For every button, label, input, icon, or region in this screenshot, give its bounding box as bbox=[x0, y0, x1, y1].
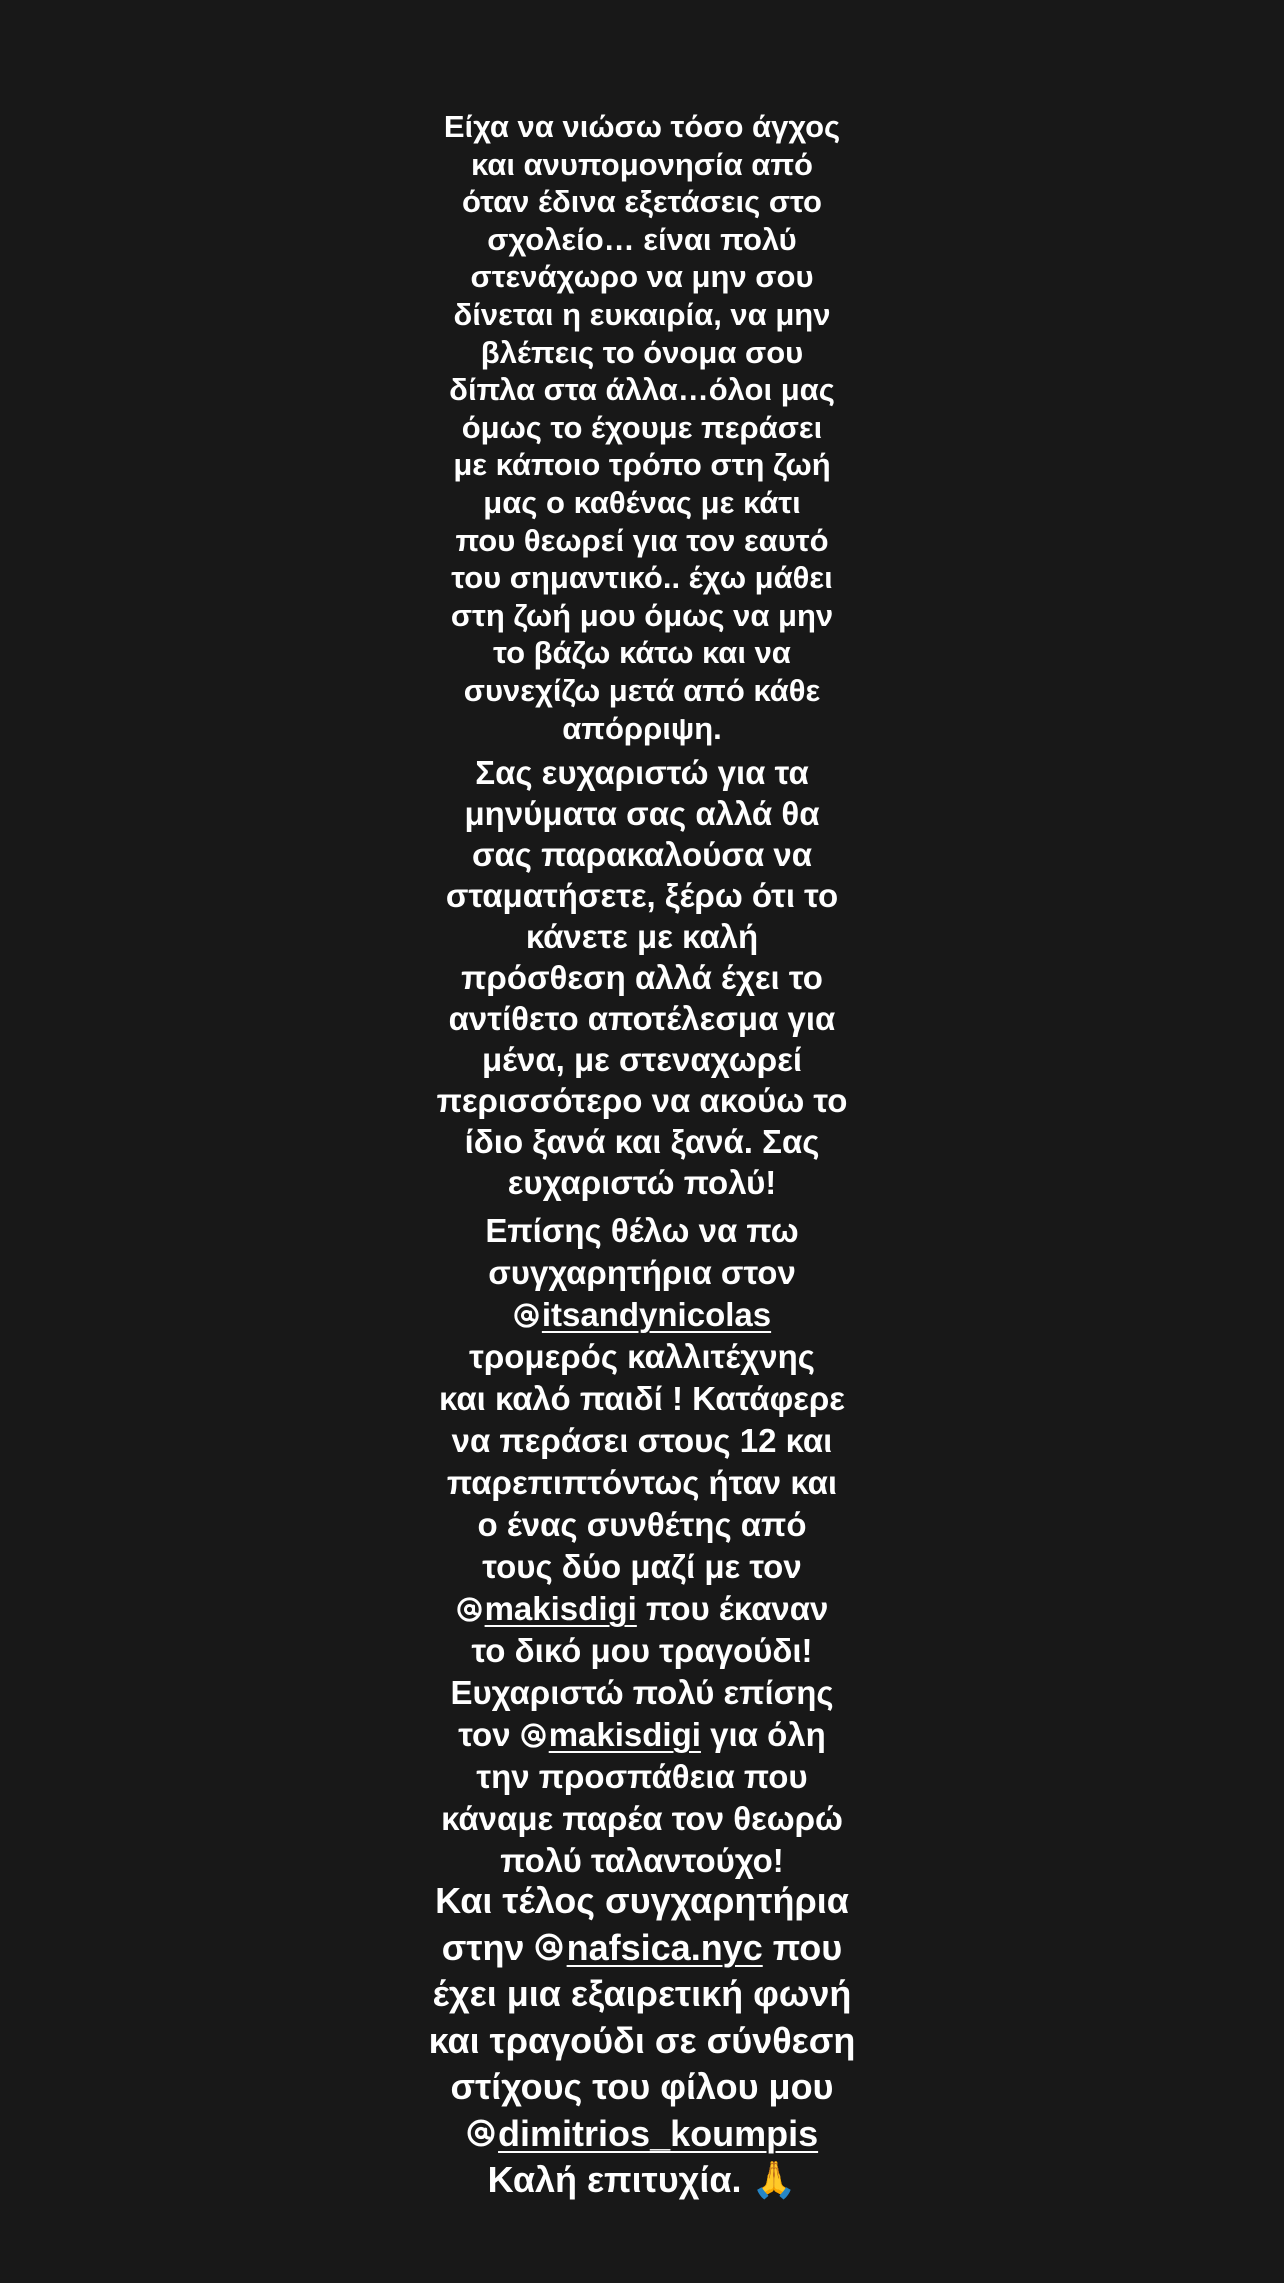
story-text: που bbox=[762, 1926, 843, 1968]
story-line: που θεωρεί για τον εαυτό bbox=[455, 522, 829, 558]
story-line: όταν έδινα εξετάσεις στο bbox=[462, 184, 822, 220]
story-line: Και τέλος συγχαρητήρια bbox=[435, 1880, 849, 1921]
story-text: στην bbox=[441, 1926, 535, 1968]
story-line: έχει μια εξαιρετική φωνή bbox=[432, 1973, 852, 2014]
mention-line bbox=[0, 1588, 1284, 1630]
story-text-block-3 bbox=[0, 1210, 1284, 1882]
story-line: το δικό μου τραγούδι! bbox=[471, 1632, 813, 1669]
mention-link-dimitrios-koumpis[interactable]: dimitrios_koumpis bbox=[498, 2112, 819, 2154]
story-line: ίδιο ξανά και ξανά. Σας bbox=[464, 1123, 820, 1160]
story-line: στη ζωή μου όμως να μην bbox=[450, 597, 834, 633]
story-text-block-4 bbox=[0, 1878, 1284, 2204]
story-line: τρομερός καλλιτέχνης bbox=[469, 1338, 815, 1375]
story-line: στενάχωρο να μην σου bbox=[470, 259, 814, 295]
threads-at-icon bbox=[534, 1932, 564, 1962]
story-line: του σημαντικό.. έχω μάθει bbox=[451, 560, 833, 596]
mention-line bbox=[0, 2111, 1284, 2158]
story-line: στίχους του φίλου μου bbox=[450, 2066, 834, 2107]
story-line: παρεπιπτόντως ήταν και bbox=[446, 1464, 838, 1501]
story-line: και τραγούδι σε σύνθεση bbox=[428, 2019, 856, 2061]
story-line: βλέπεις το όνομα σου bbox=[480, 334, 804, 370]
story-line: κάνετε με καλή bbox=[525, 918, 759, 955]
story-line: Ευχαριστώ πολύ επίσης bbox=[450, 1674, 834, 1711]
story-text-block-1 bbox=[0, 108, 1284, 747]
mention-link-nafsica-nyc[interactable]: nafsica.nyc bbox=[566, 1926, 763, 1968]
mention-link-makisdigi-2[interactable]: makisdigi bbox=[548, 1716, 701, 1753]
story-line: πολύ ταλαντούχο! bbox=[500, 1842, 784, 1879]
story-line: και ανυπομονησία από bbox=[471, 146, 813, 182]
story-line: τους δύο μαζί με τον bbox=[482, 1548, 802, 1585]
threads-at-icon bbox=[513, 1302, 540, 1329]
story-text-block-2 bbox=[0, 752, 1284, 1203]
story-line: την προσπάθεια που bbox=[476, 1758, 808, 1795]
story-line: όμως το έχουμε περάσει bbox=[461, 409, 823, 445]
mention-line bbox=[0, 1294, 1284, 1336]
story-line: σχολείο… είναι πολύ bbox=[487, 221, 797, 257]
story-line: και καλό παιδί ! Κατάφερε bbox=[439, 1380, 845, 1417]
story-line: σταματήσετε, ξέρω ότι το bbox=[445, 877, 839, 914]
story-line: σας παρακαλούσα να bbox=[471, 836, 813, 873]
story-line: ο ένας συνθέτης από bbox=[477, 1506, 807, 1543]
story-line: πρόσθεση αλλά έχει το bbox=[461, 959, 823, 996]
story-line: αντίθετο αποτέλεσμα για bbox=[448, 1000, 836, 1037]
story-line: το βάζω κάτω και να bbox=[493, 635, 791, 671]
threads-at-icon bbox=[520, 1722, 547, 1749]
threads-at-icon bbox=[466, 2118, 496, 2148]
story-line: κάναμε παρέα τον θεωρώ bbox=[441, 1800, 843, 1837]
mention-line bbox=[0, 1714, 1284, 1756]
story-line: συνεχίζω μετά από κάθε bbox=[463, 672, 821, 708]
story-line: ευχαριστώ πολύ! bbox=[507, 1164, 777, 1201]
story-line: να περάσει στους 12 και bbox=[451, 1422, 833, 1459]
story-line: περισσότερο να ακούω το bbox=[436, 1082, 848, 1119]
story-line: δίπλα στα άλλα…όλοι μας bbox=[449, 372, 835, 408]
mention-line bbox=[0, 1925, 1284, 1972]
story-line: με κάποιο τρόπο στη ζωή bbox=[453, 447, 831, 483]
story-line: Επίσης θέλω να πω bbox=[485, 1212, 799, 1249]
mention-link-itsandynicolas[interactable]: itsandynicolas bbox=[541, 1296, 772, 1333]
story-line: συγχαρητήρια στον bbox=[488, 1254, 796, 1291]
story-line: Καλή επιτυχία. 🙏 bbox=[487, 2159, 797, 2200]
story-text: τον bbox=[458, 1716, 520, 1753]
story-line: απόρριψη. bbox=[562, 710, 722, 746]
threads-at-icon bbox=[456, 1596, 483, 1623]
story-line: μας ο καθένας με κάτι bbox=[483, 484, 801, 520]
story-line: δίνεται η ευκαιρία, να μην bbox=[453, 296, 831, 332]
story-text: που έκαναν bbox=[636, 1590, 829, 1627]
story-line: Σας ευχαριστώ για τα bbox=[475, 754, 809, 791]
story-line: μηνύματα σας αλλά θα bbox=[464, 795, 820, 832]
story-text: για όλη bbox=[700, 1716, 826, 1753]
story-line: Είχα να νιώσω τόσο άγχος bbox=[443, 109, 841, 144]
mention-link-makisdigi[interactable]: makisdigi bbox=[484, 1590, 637, 1627]
story-line: μένα, με στεναχωρεί bbox=[481, 1041, 803, 1078]
